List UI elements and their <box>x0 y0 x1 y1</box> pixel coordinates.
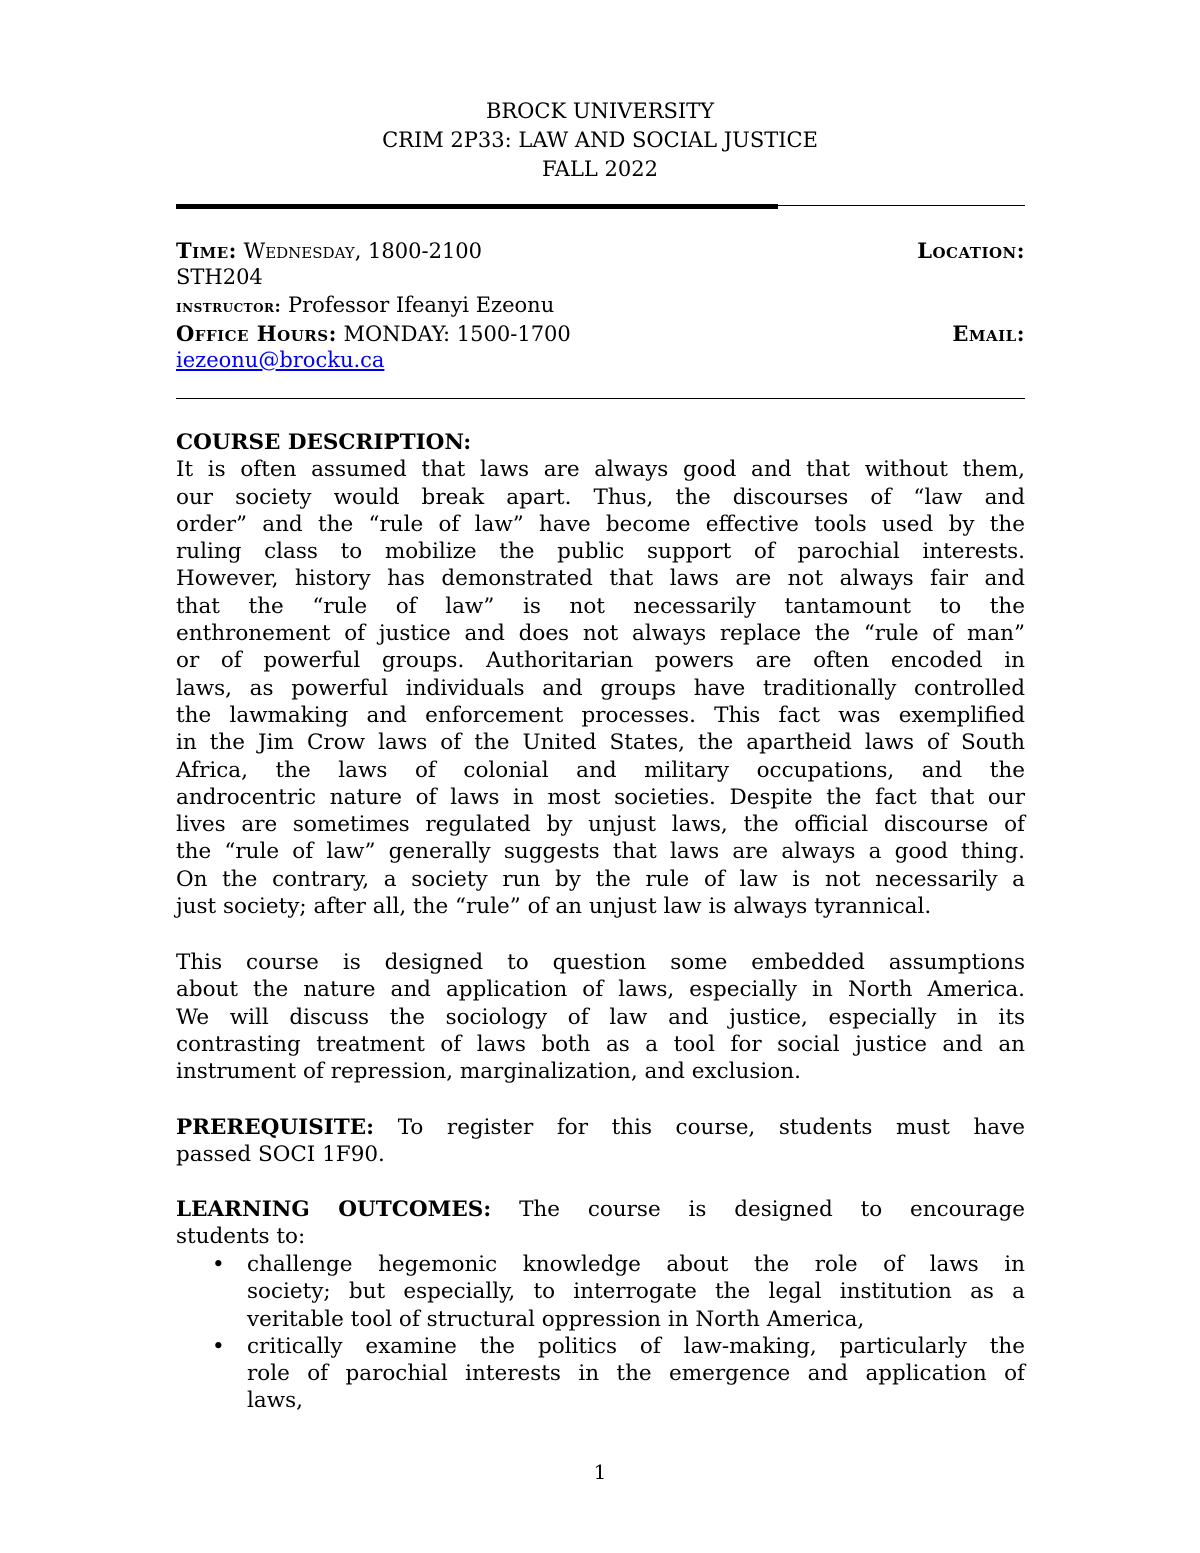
learning-outcomes-section <box>176 1196 1025 1251</box>
university-name: BROCK UNIVERSITY <box>485 99 715 123</box>
learning-outcomes-list <box>176 1251 1025 1415</box>
description-p2-line: contrasting treatment of laws both as a tool for social justice and an <box>176 1031 1025 1057</box>
description-line: enthronement of justice and does not always replace the “rule of man” <box>176 621 1025 647</box>
meta-divider <box>176 398 1025 399</box>
learning-outcome-line: critically examine the politics of law-making, particularly the <box>247 1333 1025 1359</box>
learning-outcome-line: challenge hegemonic knowledge about the role of laws in <box>247 1252 1025 1277</box>
header-divider-thick <box>176 204 778 209</box>
time-value: Wednesday, 1800-2100 <box>243 239 483 263</box>
instructor-label: instructor: <box>176 297 282 317</box>
bullet-icon: • <box>212 1252 225 1277</box>
time-label: Time: <box>176 238 237 263</box>
description-line: ruling class to mobilize the public support of parochial interests. <box>176 539 1025 565</box>
learning-outcome-line: role of parochial interests in the emergence and application of <box>247 1361 1025 1387</box>
prerequisite-label: PREREQUISITE: <box>176 1115 375 1140</box>
location-row <box>176 264 1025 291</box>
description-p2-line: This course is designed to question some embedded assumptions <box>176 950 1025 975</box>
office-hours-row <box>176 320 1025 348</box>
course-description-paragraph <box>176 456 1025 920</box>
description-line: the lawmaking and enforcement processes. This fact was exemplified <box>176 702 1025 728</box>
course-title: CRIM 2P33: LAW AND SOCIAL JUSTICE <box>382 128 818 152</box>
course-description <box>176 429 1025 920</box>
description-line: Africa, the laws of colonial and military occupations, and the <box>176 757 1025 783</box>
document-header <box>0 97 1200 184</box>
description-line: It is often assumed that laws are always good and that without them, <box>176 457 1025 483</box>
location-value: STH204 <box>176 265 263 289</box>
description-line: the “rule of law” generally suggests that laws are always a good thing. <box>176 839 1025 865</box>
page-number: 1 <box>593 1460 607 1484</box>
description-line: However, history has demonstrated that laws are not always fair and <box>176 566 1025 592</box>
description-p2-line: We will discuss the sociology of law and justice, especially in its <box>176 1004 1025 1030</box>
description-line: just society; after all, the “rule” of an unjust law is always tyrannical. <box>176 894 932 920</box>
description-line: or of powerful groups. Authoritarian powers are often encoded in <box>176 648 1025 674</box>
description-p2-line: instrument of repression, marginalization, and exclusion. <box>176 1059 801 1085</box>
learning-outcome-line: society; but especially, to interrogate the legal institution as a <box>247 1279 1025 1305</box>
learning-outcome-item <box>176 1333 1025 1415</box>
learning-outcomes-intro: The course is designed to encourage <box>491 1197 1025 1222</box>
learning-outcome-line: veritable tool of structural oppression in North America, <box>247 1306 865 1332</box>
description-line: our society would break apart. Thus, the discourses of “law and <box>176 484 1025 510</box>
email-label: Email: <box>952 321 1025 346</box>
description-line: lives are sometimes regulated by unjust laws, the official discourse of <box>176 812 1025 838</box>
office-hours-label: Office Hours: <box>176 321 337 346</box>
office-hours-value: MONDAY: 1500-1700 <box>343 322 571 346</box>
description-line: that the “rule of law” is not necessarily tantamount to the <box>176 593 1025 619</box>
bullet-icon: • <box>212 1333 225 1359</box>
learning-outcome-line: laws, <box>247 1388 303 1414</box>
term: FALL 2022 <box>542 157 658 181</box>
location-label: Location: <box>917 238 1025 263</box>
description-line: in the Jim Crow laws of the United States, the apartheid laws of South <box>176 730 1025 756</box>
instructor-row <box>176 292 1025 321</box>
description-line: order” and the “rule of law” have become effective tools used by the <box>176 511 1025 537</box>
prerequisite-text-2: passed SOCI 1F90. <box>176 1142 385 1168</box>
learning-outcome-item <box>176 1251 1025 1333</box>
instructor-name: Professor Ifeanyi Ezeonu <box>287 293 555 317</box>
prerequisite-text: To register for this course, students must have <box>374 1115 1025 1140</box>
course-description-paragraph-2 <box>176 949 1025 1085</box>
description-line: laws, as powerful individuals and groups have traditionally controlled <box>176 675 1025 701</box>
email-row <box>176 347 1025 374</box>
description-line: androcentric nature of laws in most societies. Despite the fact that our <box>176 784 1025 810</box>
description-line: On the contrary, a society run by the rule of law is not necessarily a <box>176 866 1025 892</box>
description-p2-line: about the nature and application of laws, especially in North America. <box>176 977 1025 1003</box>
learning-outcomes-intro-2: students to: <box>176 1224 306 1250</box>
header-divider-thin <box>778 205 1025 206</box>
time-row <box>176 237 1025 265</box>
learning-outcomes-label: LEARNING OUTCOMES: <box>176 1197 492 1222</box>
prerequisite-section <box>176 1114 1025 1169</box>
email-link[interactable]: iezeonu@brocku.ca <box>176 348 385 372</box>
course-description-heading: COURSE DESCRIPTION: <box>176 430 472 455</box>
